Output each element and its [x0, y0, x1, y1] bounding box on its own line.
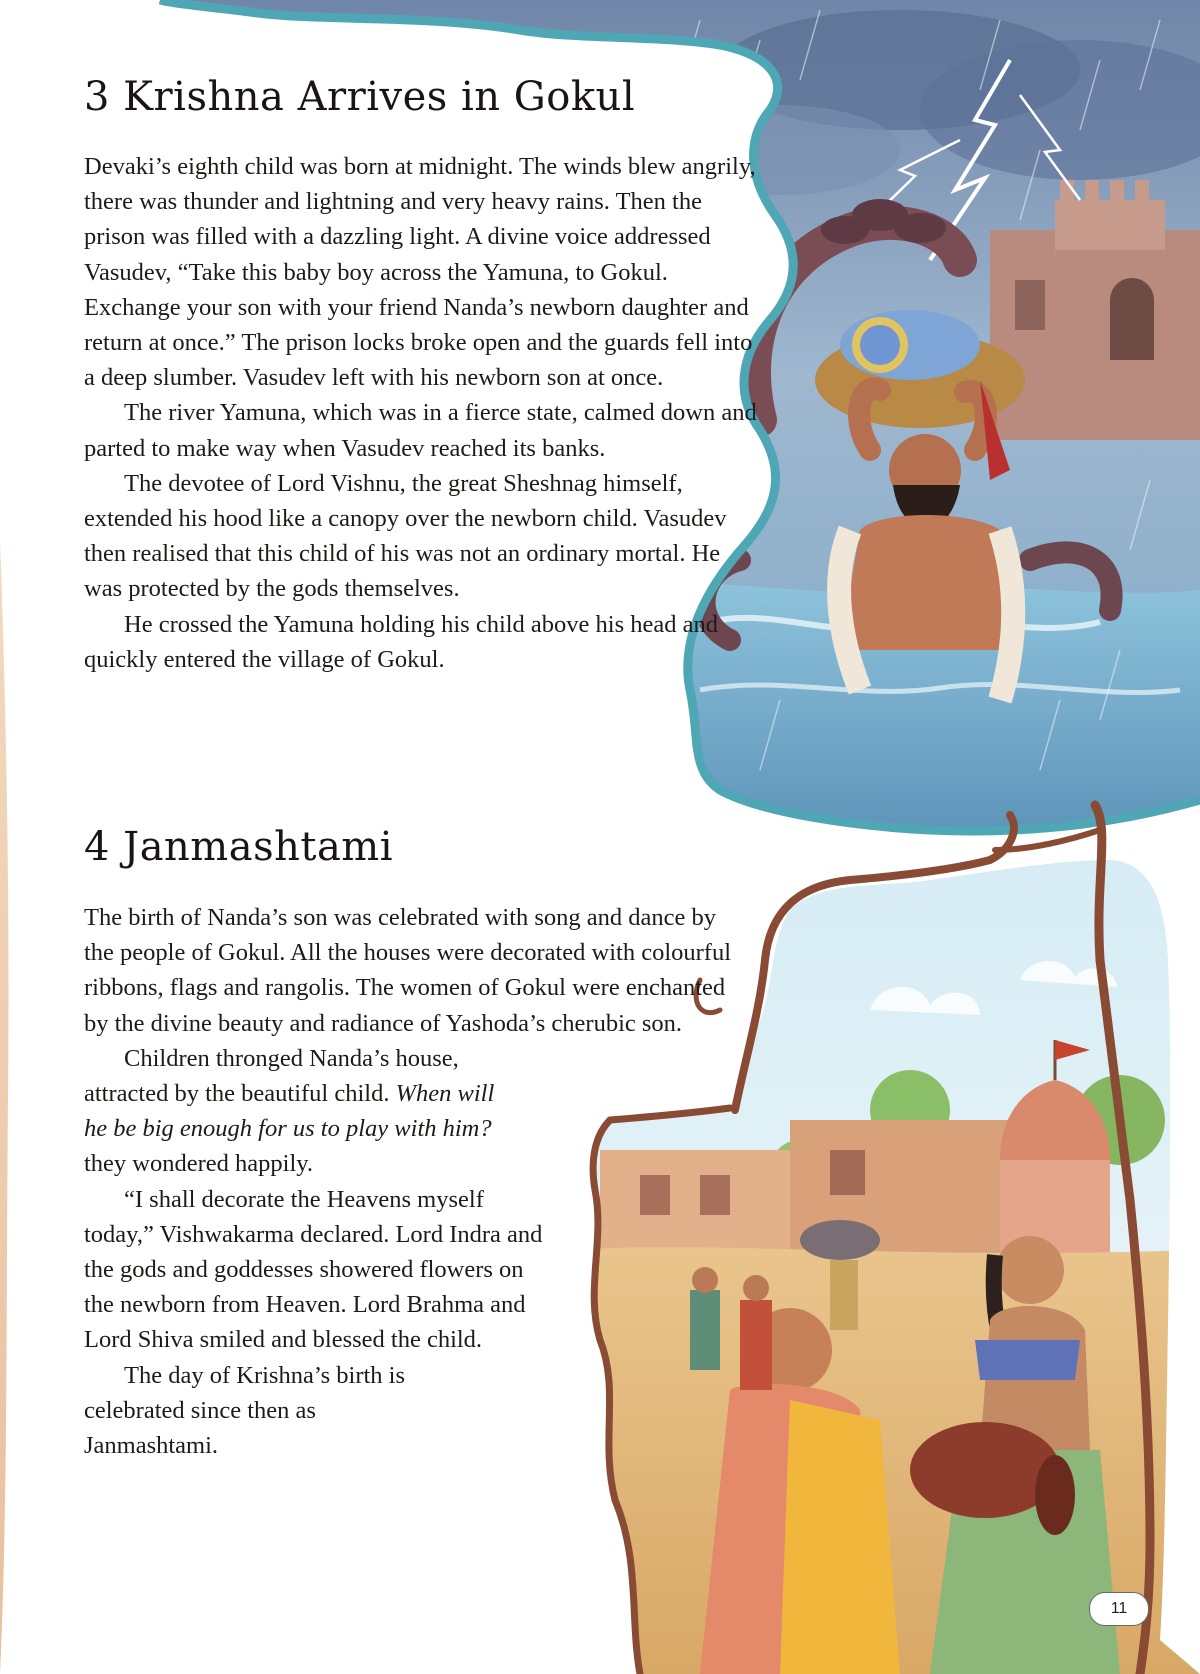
section-4-paragraph-3: “I shall decorate the Heavens myself today,” Vishwakarma declared. Lord Indra and the gods and goddesses showered flowers on the newborn from Heaven. Lord Brahma and Lord Shiva smiled and blessed the child.: [84, 1185, 543, 1354]
section-3-heading: 3 Krishna Arrives in Gokul: [84, 74, 636, 120]
section-4-paragraph-4: The day of Krishna’s birth is celebrated since then as Janmashtami.: [84, 1361, 406, 1460]
section-3-paragraph-3: The devotee of Lord Vishnu, the great Sheshnag himself, extended his hood like a canopy over the newborn child. Vasudev then realised that this child of his was not an ordinary mortal. He was protected by the gods themselves.: [84, 469, 727, 603]
section-4-body: [84, 900, 774, 1463]
section-4-paragraph-2-lead: Children thronged Nanda’s house, attracted by the beautiful child.: [84, 1044, 459, 1108]
section-3-body: [84, 149, 764, 677]
section-3-paragraph-2: The river Yamuna, which was in a fierce state, calmed down and parted to make way when Vasudev reached its banks.: [84, 399, 757, 462]
page-number: 11: [1089, 1592, 1149, 1626]
section-4-paragraph-2: [84, 1041, 499, 1182]
section-4-paragraph-1: The birth of Nanda’s son was celebrated with song and dance by the people of Gokul. All the houses were decorated with colourful ribbons, flags and rangolis. The women of Gokul were enchanted by the divine beauty and radiance of Yashoda’s cherubic son.: [84, 904, 732, 1037]
section-3: [84, 74, 635, 120]
section-4-heading: 4 Janmashtami: [84, 824, 394, 870]
section-3-paragraph-4: He crossed the Yamuna holding his child above his head and quickly entered the village of Gokul.: [84, 610, 719, 673]
section-4-paragraph-2-italic: When will he be big enough for us to play with him?: [84, 1080, 495, 1143]
section-4-paragraph-2-tail: they wondered happily.: [84, 1150, 314, 1178]
section-4: [84, 824, 393, 870]
section-3-paragraph-1: Devaki’s eighth child was born at midnight. The winds blew angrily, there was thunder and lightning and very heavy rains. Then the prison was filled with a dazzling light. A divine voice addressed Vasudev, “Take this baby boy across the Yamuna, to Gokul. Exchange your son with your friend Nanda’s newborn daughter and return at once.” The prison locks broke open and the guards fell into a deep slumber. Vasudev left with his newborn son at once.: [84, 153, 756, 392]
